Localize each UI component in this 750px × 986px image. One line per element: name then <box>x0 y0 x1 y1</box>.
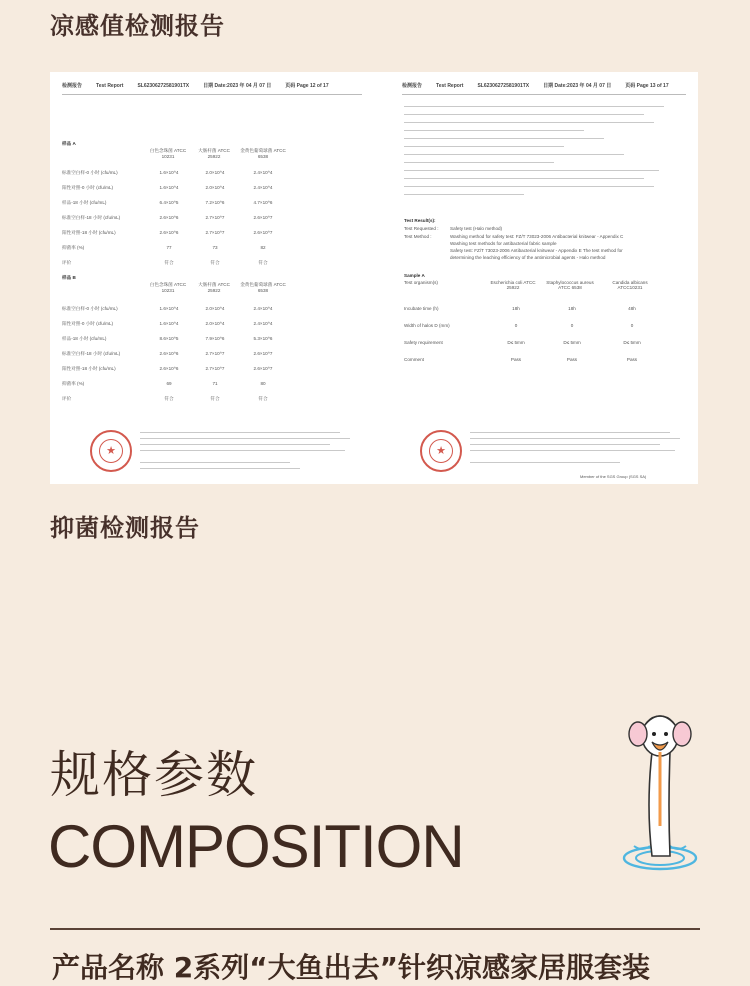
row-label: 标准空白样-0 小时 (cfu/mL) <box>62 170 118 175</box>
method-line: determining the leaching efficiency of the antimicrobial agents - Halo method <box>450 255 606 260</box>
cooling-report-title: 凉感值检测报告 <box>50 12 225 40</box>
left-page-header: 检测报告 Test Report SL62306272581901TX 日期 Date:2023 年 04 月 07 日 页码 Page 12 of 17 <box>62 82 362 95</box>
cell-value: 2.4×10^4 <box>253 170 273 175</box>
sample-a-label: 样品 A <box>62 141 76 146</box>
cell-value: 2.4×10^4 <box>253 321 273 326</box>
divider <box>50 928 700 930</box>
row-label: 评价 <box>62 260 72 265</box>
cell-value: 2.7×10^7 <box>205 230 225 235</box>
row-label: Comment <box>404 357 424 362</box>
cell-value: 2.7×10^7 <box>205 366 225 371</box>
cell-value: 符合 <box>258 260 268 265</box>
row-label: 标准空白样-18 小时 (cfu/mL) <box>62 215 121 220</box>
cell-value: 符合 <box>164 396 174 401</box>
cell-value: Pass <box>510 357 522 362</box>
row-label: 样品-18 小时 (cfu/mL) <box>62 336 107 341</box>
cell-value: 69 <box>166 381 172 386</box>
product-name-row: 产品名称 2系列“大鱼出去”针织凉感家居服套装 <box>52 951 651 984</box>
cell-value: 6.4×10^5 <box>159 200 179 205</box>
row-label: Width of halos D (mm) <box>404 323 450 328</box>
cell-value: 2.6×10^7 <box>253 215 273 220</box>
cell-value: 2.0×10^4 <box>205 170 225 175</box>
col-head: 白色念珠菌 ATCC 10231 <box>149 282 187 293</box>
organism: Candida albicans ATCC10231 <box>612 280 648 290</box>
cell-value: 7.9×10^6 <box>205 336 225 341</box>
col-head: 大肠杆菌 ATCC 25922 <box>198 148 230 159</box>
cell-value: 2.0×10^4 <box>205 185 225 190</box>
cell-value: 80 <box>260 381 266 386</box>
cell-value: 2.4×10^4 <box>253 185 273 190</box>
sgs-seal-icon: ★ <box>420 430 462 472</box>
cell-value: 2.6×10^6 <box>159 230 179 235</box>
sample-b-label: 样品 B <box>62 275 76 280</box>
spec-title-en: COMPOSITION <box>48 813 464 880</box>
cell-value: 2.6×10^7 <box>253 351 273 356</box>
requested-value: Safety test (Halo method) <box>450 226 503 231</box>
cell-value: 2.0×10^4 <box>205 321 225 326</box>
cell-value: Pass <box>566 357 578 362</box>
row-label: 阳性对照-18 小时 (cfu/mL) <box>62 230 116 235</box>
cell-value: 符合 <box>210 396 220 401</box>
col-head: 金黄色葡萄球菌 ATCC 6538 <box>240 282 286 293</box>
requested-label: Test Requested : <box>404 226 439 231</box>
method-label: Test Method : <box>404 234 432 239</box>
col-head: 白色念珠菌 ATCC 10231 <box>149 148 187 159</box>
sgs-footer: Member of the SGS Group (SGS SA) <box>580 474 647 479</box>
method-line: Safety test: FZ/T 73023-2006 Antibacterial knitwear - Appendix E The test method for <box>450 248 623 253</box>
cell-value: 1.6×10^4 <box>159 185 179 190</box>
cell-value: 18h <box>568 306 576 311</box>
cell-value: 2.7×10^7 <box>205 215 225 220</box>
cell-value: 符合 <box>210 260 220 265</box>
cell-value: 1.6×10^4 <box>159 170 179 175</box>
antibacterial-report-title: 抑菌检测报告 <box>50 514 200 542</box>
row-label: 样品-18 小时 (cfu/mL) <box>62 200 107 205</box>
cell-value: 1.6×10^4 <box>159 306 179 311</box>
cell-value: 2.6×10^7 <box>253 366 273 371</box>
method-line: Washing test methods for antibacterial fabric sample <box>450 241 557 246</box>
goose-illustration-icon <box>612 706 708 878</box>
cell-value: 2.6×10^6 <box>159 366 179 371</box>
cell-value: 18h <box>512 306 520 311</box>
col-head: 大肠杆菌 ATCC 25922 <box>198 282 230 293</box>
row-label: 阳性对照-0 小时 (cfu/mL) <box>62 321 114 326</box>
cell-value: 0 <box>570 323 574 328</box>
cell-value: 2.6×10^7 <box>253 230 273 235</box>
organism: Escherichia coli ATCC 25922 <box>490 280 536 290</box>
row-label: Safety requirement <box>404 340 443 345</box>
right-page-header: 检测报告 Test Report SL62306272581901TX 日期 Date:2023 年 04 月 07 日 页码 Page 13 of 17 <box>402 82 686 95</box>
row-label: 标准空白样-0 小时 (cfu/mL) <box>62 306 118 311</box>
row-label: 抑菌率 (%) <box>62 245 85 250</box>
cell-value: 符合 <box>258 396 268 401</box>
cell-value: 82 <box>260 245 266 250</box>
row-label: 标准空白样-18 小时 (cfu/mL) <box>62 351 121 356</box>
report-scans <box>50 72 698 484</box>
cell-value: 0 <box>514 323 518 328</box>
cell-value: 4.7×10^6 <box>253 200 273 205</box>
cell-value: 7.2×10^6 <box>205 200 225 205</box>
col-head: 金黄色葡萄球菌 ATCC 6538 <box>240 148 286 159</box>
row-label: 评价 <box>62 396 72 401</box>
spec-title-cn: 规格参数 <box>50 746 258 804</box>
report-page-left <box>50 72 374 484</box>
cell-value: 2.6×10^6 <box>159 351 179 356</box>
cell-value: 77 <box>166 245 172 250</box>
result-title: Test Result(s): <box>404 218 436 223</box>
cell-value: 2.4×10^4 <box>253 306 273 311</box>
organism: Staphylococcus aureus ATCC 6538 <box>546 280 594 290</box>
cell-value: 71 <box>212 381 218 386</box>
cell-value: Pass <box>626 357 638 362</box>
cell-value: 48h <box>628 306 636 311</box>
cell-value: 符合 <box>164 260 174 265</box>
cell-value: D≤ 5mm <box>563 340 581 345</box>
cell-value: D≤ 5mm <box>623 340 641 345</box>
row-label: Incubate time (h) <box>404 306 439 311</box>
method-line: Washing method for safety test: FZ/T 73023-2006 Antibacterial knitwear - Appendix C <box>450 234 624 239</box>
cell-value: 5.3×10^6 <box>253 336 273 341</box>
cell-value: 0 <box>630 323 634 328</box>
organism-label: Test organism(s) <box>404 280 438 285</box>
cell-value: 2.6×10^6 <box>159 215 179 220</box>
sgs-seal-icon: ★ <box>90 430 132 472</box>
row-label: 抑菌率 (%) <box>62 381 85 386</box>
row-label: 阳性对照-0 小时 (cfu/mL) <box>62 185 114 190</box>
cell-value: 2.0×10^4 <box>205 306 225 311</box>
sample-label: Sample A <box>404 273 425 278</box>
cell-value: 2.7×10^7 <box>205 351 225 356</box>
cell-value: 1.6×10^4 <box>159 321 179 326</box>
cell-value: D≤ 5mm <box>507 340 525 345</box>
report-page-right <box>390 72 698 484</box>
cell-value: 73 <box>212 245 218 250</box>
row-label: 阳性对照-18 小时 (cfu/mL) <box>62 366 116 371</box>
cell-value: 8.6×10^5 <box>159 336 179 341</box>
